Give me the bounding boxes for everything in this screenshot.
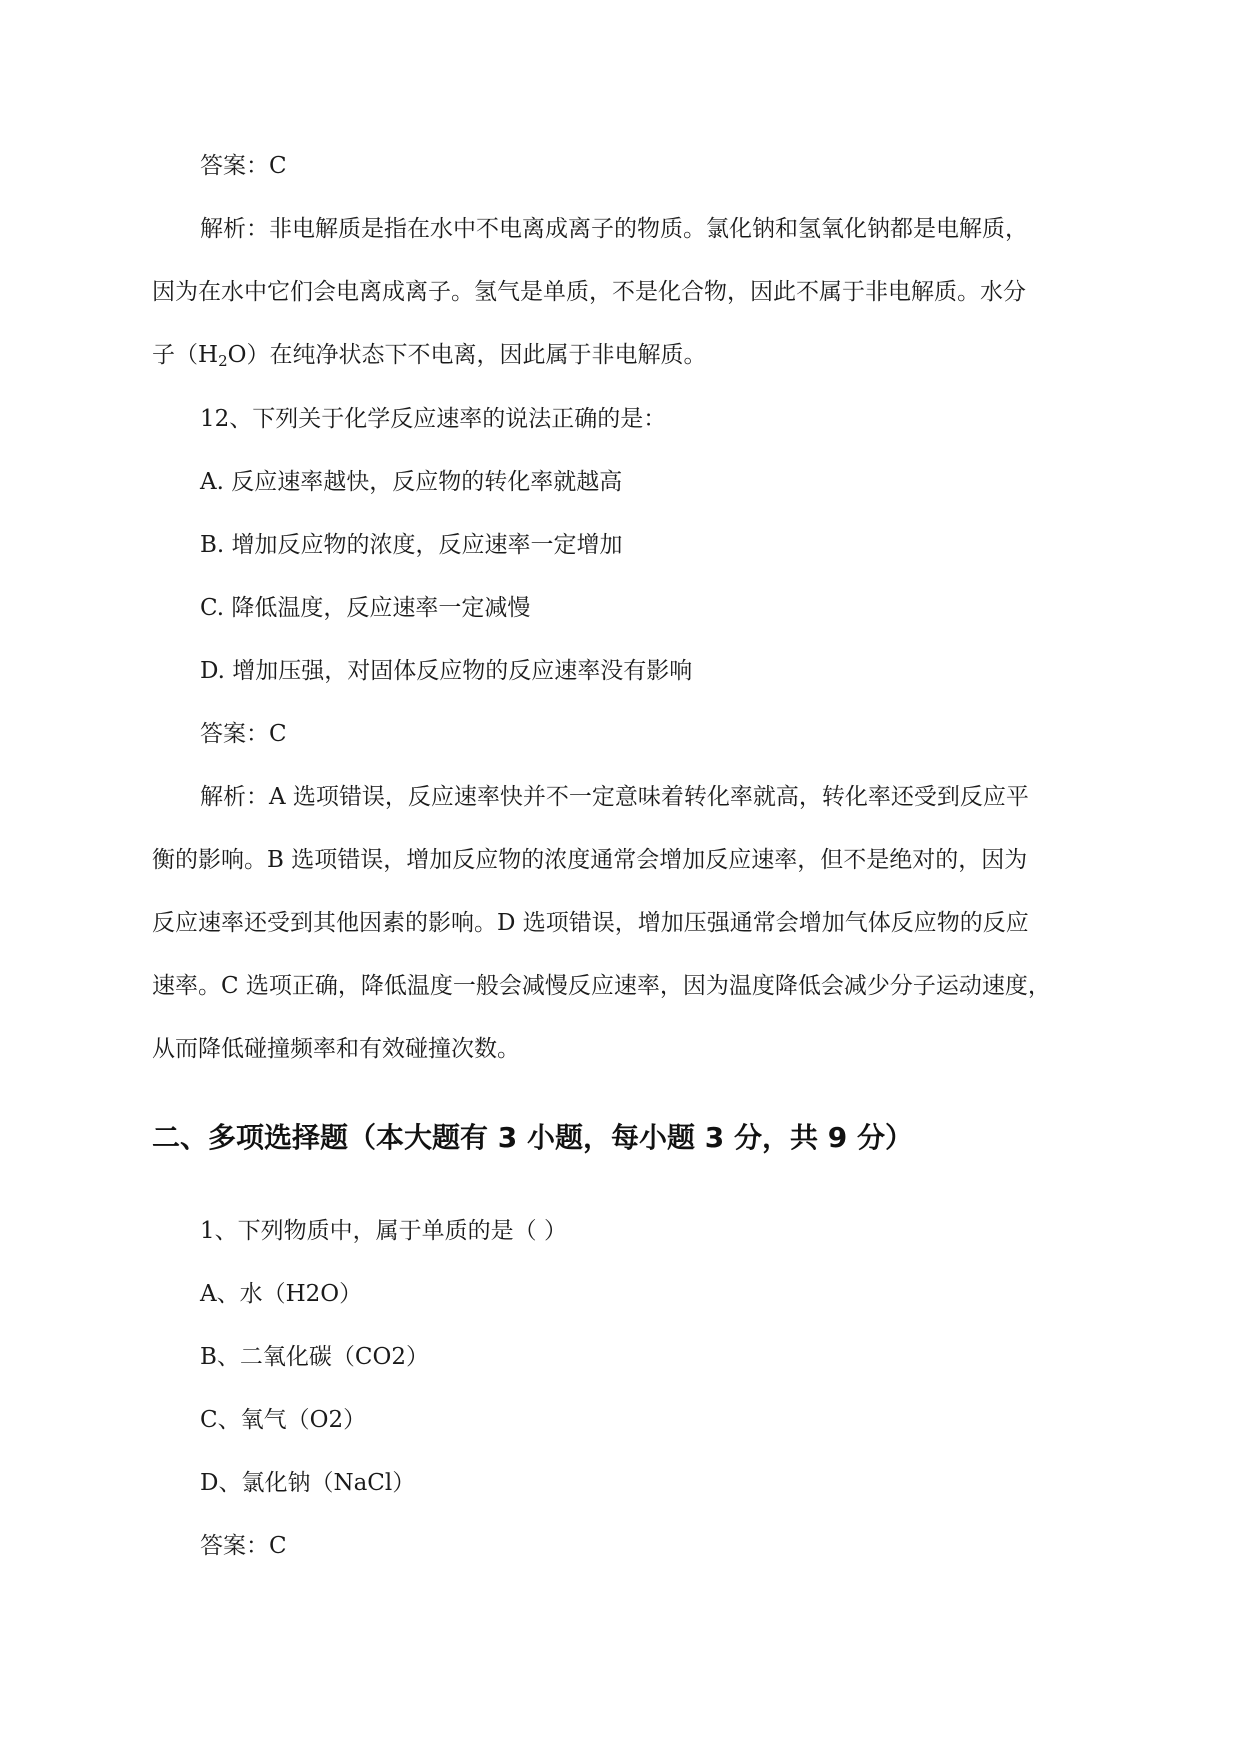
analysis-line-3: [152, 339, 706, 371]
analysis-line-1: 解析：非电解质是指在水中不电离成离子的物质。氯化钠和氢氧化钠都是电解质，: [200, 216, 1028, 242]
analysis-line-3-start: 子（H: [152, 342, 219, 368]
option-c: C、氧气（O2）: [200, 1407, 367, 1433]
analysis-line-5: 从而降低碰撞频率和有效碰撞次数。: [152, 1036, 520, 1062]
question-12: 12、下列关于化学反应速率的说法正确的是：: [200, 406, 667, 432]
analysis-line-4: 速率。C 选项正确，降低温度一般会减慢反应速率，因为温度降低会减少分子运动速度，: [152, 973, 1051, 999]
section-heading: 二、多项选择题（本大题有 3 小题，每小题 3 分，共 9 分）: [152, 1121, 913, 1154]
analysis-line-2: 因为在水中它们会电离成离子。氢气是单质，不是化合物，因此不属于非电解质。水分: [152, 279, 1026, 305]
option-d: D. 增加压强，对固体反应物的反应速率没有影响: [200, 658, 693, 684]
analysis-line-2: 衡的影响。B 选项错误，增加反应物的浓度通常会增加反应速率，但不是绝对的，因为: [152, 847, 1028, 873]
analysis-line-1: 解析：A 选项错误，反应速率快并不一定意味着转化率就高，转化率还受到反应平: [200, 784, 1029, 810]
option-a: A. 反应速率越快，反应物的转化率就越高: [200, 469, 623, 495]
answer-line: 答案：C: [200, 1533, 287, 1559]
answer-line: 答案：C: [200, 721, 287, 747]
option-a: A、水（H2O）: [200, 1281, 363, 1307]
option-d: D、氯化钠（NaCl）: [200, 1470, 416, 1496]
analysis-line-3: 反应速率还受到其他因素的影响。D 选项错误，增加压强通常会增加气体反应物的反应: [152, 910, 1029, 936]
option-c: C. 降低温度，反应速率一定减慢: [200, 595, 531, 621]
option-b: B、二氧化碳（CO2）: [200, 1344, 429, 1370]
question-1: 1、下列物质中，属于单质的是（ ）: [200, 1218, 567, 1244]
option-b: B. 增加反应物的浓度，反应速率一定增加: [200, 532, 623, 558]
answer-line: 答案：C: [200, 153, 287, 179]
subscript-2: 2: [218, 352, 228, 370]
analysis-line-3-end: O）在纯净状态下不电离，因此属于非电解质。: [227, 342, 707, 368]
